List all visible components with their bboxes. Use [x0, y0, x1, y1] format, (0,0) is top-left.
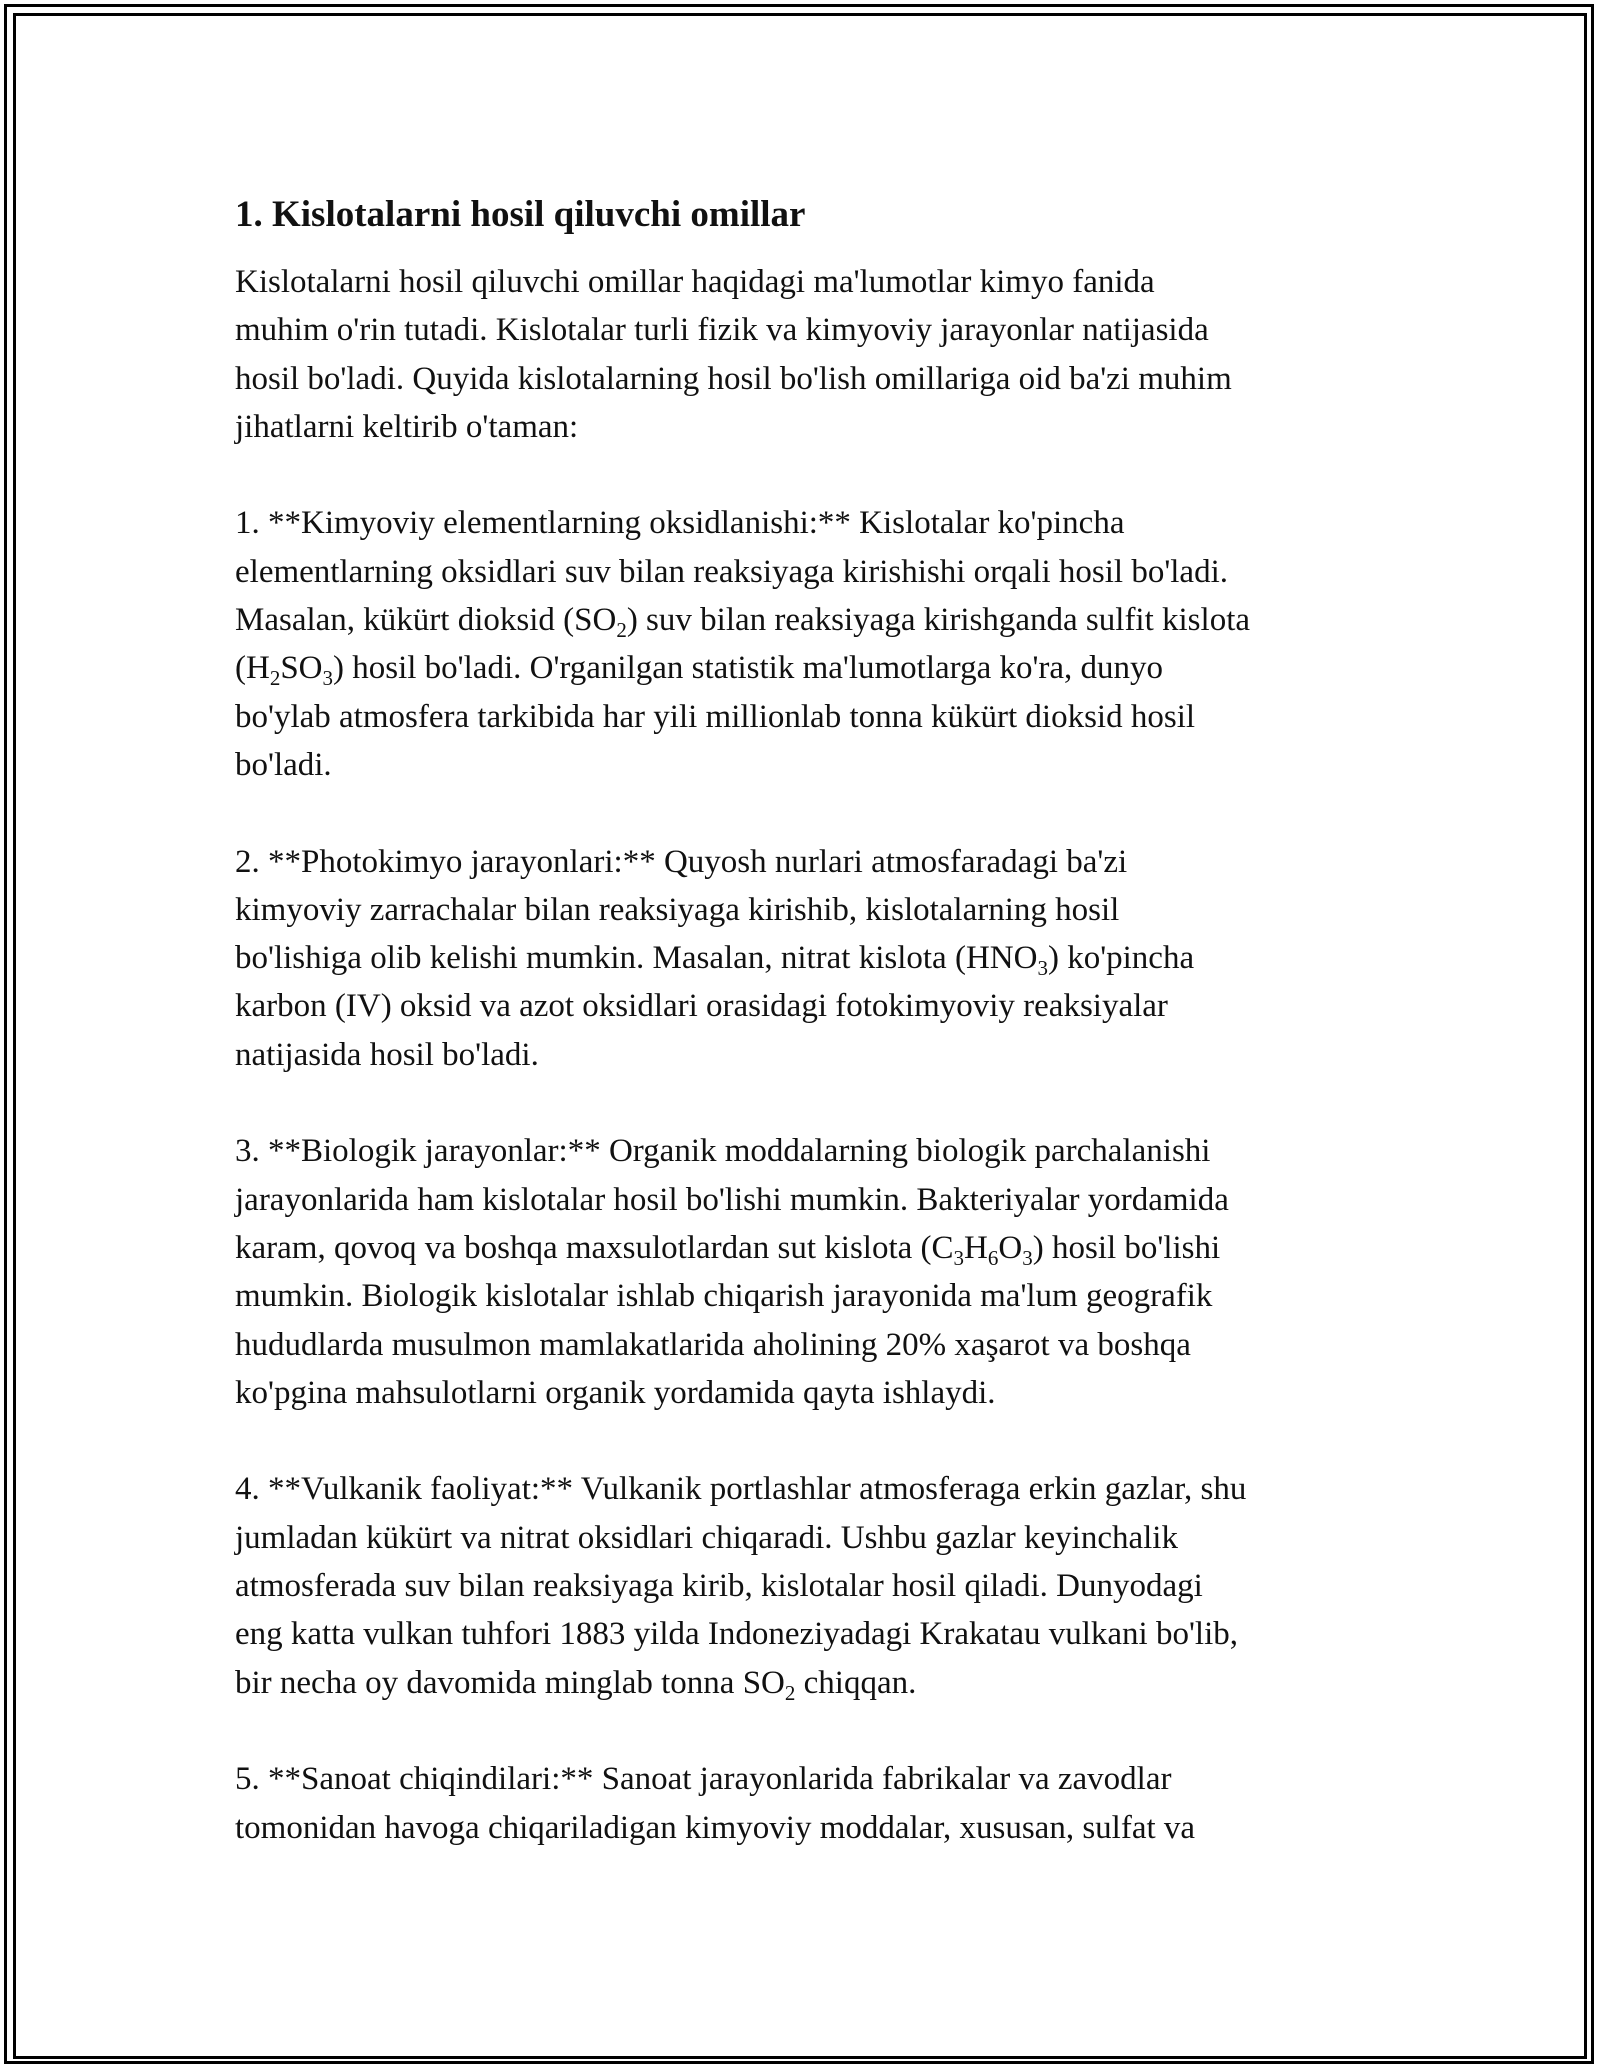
subscript: 3 [953, 1245, 965, 1270]
text-line: ko'pgina mahsulotlarni organik yordamida qayta ishlaydi. [235, 1374, 996, 1411]
text-run: H [964, 1229, 988, 1266]
text-line: 2. **Photokimyo jarayonlari:** Quyosh nurlari atmosfaradagi ba'zi [235, 843, 1128, 880]
paragraph-gap [235, 1079, 1385, 1127]
subscript: 3 [1022, 1245, 1033, 1270]
text-line: 1. **Kimyoviy elementlarning oksidlanishi:** Kislotalar ko'pincha [235, 505, 1125, 542]
paragraph-gap [235, 789, 1385, 837]
text-line: elementlarning oksidlari suv bilan reaksiyaga kirishishi orqali hosil bo'ladi. [235, 553, 1228, 590]
subscript: 3 [1037, 956, 1048, 981]
text-line [235, 934, 1385, 982]
text-line: jihatlarni keltirib o'taman: [235, 408, 579, 445]
document-body [235, 190, 1385, 1852]
text-line: 5. **Sanoat chiqindilari:** Sanoat jarayonlarida fabrikalar va zavodlar [235, 1761, 1172, 1798]
text-run: SO [280, 650, 323, 687]
text-line: eng katta vulkan tuhfori 1883 yilda Indoneziyadagi Krakatau vulkani bo'lib, [235, 1616, 1239, 1653]
text-line: kimyoviy zarrachalar bilan reaksiyaga kirishib, kislotalarning hosil [235, 891, 1120, 928]
paragraph-gap [235, 451, 1385, 499]
text-line: atmosferada suv bilan reaksiyaga kirib, kislotalar hosil qiladi. Dunyodagi [235, 1568, 1203, 1605]
subscript: 3 [322, 666, 334, 691]
text-run: ) hosil bo'lishi [1032, 1229, 1221, 1266]
list-item-oxidation [235, 499, 1385, 789]
text-line: bo'ladi. [235, 746, 332, 783]
intro-paragraph [235, 258, 1385, 451]
text-run: (H [235, 650, 270, 687]
subscript: 6 [987, 1245, 999, 1270]
text-line: natijasida hosil bo'ladi. [235, 1036, 539, 1073]
list-item-volcanic [235, 1465, 1385, 1706]
list-item-biological [235, 1127, 1385, 1417]
text-run: chiqqan. [795, 1664, 917, 1701]
text-line: hosil bo'ladi. Quyida kislotalarning hosil bo'lish omillariga oid ba'zi muhim [235, 360, 1232, 397]
paragraph-gap [235, 1417, 1385, 1465]
list-item-industrial [235, 1755, 1385, 1852]
text-line: jarayonlarida ham kislotalar hosil bo'lishi mumkin. Bakteriyalar yordamida [235, 1181, 1229, 1218]
paragraph-gap [235, 1707, 1385, 1755]
text-line [235, 1224, 1385, 1272]
text-line: bo'ylab atmosfera tarkibida har yili millionlab tonna kükürt dioksid hosil [235, 698, 1196, 735]
text-line: muhim o'rin tutadi. Kislotalar turli fizik va kimyoviy jarayonlar natijasida [235, 312, 1209, 349]
text-run: Masalan, kükürt dioksid (SO [235, 602, 617, 639]
text-run: karam, qovoq va boshqa maxsulotlardan sut kislota (C [235, 1229, 954, 1266]
text-line: tomonidan havoga chiqariladigan kimyoviy moddalar, xususan, sulfat va [235, 1809, 1196, 1846]
text-line: mumkin. Biologik kislotalar ishlab chiqarish jarayonida ma'lum geografik [235, 1278, 1213, 1315]
subscript: 2 [269, 666, 281, 691]
text-run: O [998, 1229, 1023, 1266]
text-run: bir necha oy davomida minglab tonna SO [235, 1664, 785, 1701]
text-line: karbon (IV) oksid va azot oksidlari orasidagi fotokimyoviy reaksiyalar [235, 988, 1168, 1025]
list-item-photochemistry [235, 838, 1385, 1079]
subscript: 2 [784, 1680, 796, 1705]
text-run: ) hosil bo'ladi. O'rganilgan statistik ma'lumotlarga ko'ra, dunyo [333, 650, 1164, 687]
text-run: ) suv bilan reaksiyaga kirishganda sulfit kislota [626, 602, 1251, 639]
text-line: Kislotalarni hosil qiluvchi omillar haqidagi ma'lumotlar kimyo fanida [235, 264, 1155, 300]
text-run: ) ko'pincha [1047, 940, 1195, 977]
text-line [235, 596, 1385, 644]
text-line: hududlarda musulmon mamlakatlarida aholining 20% xaşarot va boshqa [235, 1326, 1191, 1363]
text-line: jumladan kükürt va nitrat oksidlari chiqaradi. Ushbu gazlar keyinchalik [235, 1519, 1178, 1556]
text-line [235, 1659, 1385, 1707]
text-run: bo'lishiga olib kelishi mumkin. Masalan, nitrat kislota (HNO [235, 940, 1038, 977]
text-line: 3. **Biologik jarayonlar:** Organik moddalarning biologik parchalanishi [235, 1133, 1211, 1170]
section-heading: 1. Kislotalarni hosil qiluvchi omillar [235, 194, 806, 235]
text-line: 4. **Vulkanik faoliyat:** Vulkanik portlashlar atmosferaga erkin gazlar, shu [235, 1471, 1247, 1508]
text-line [235, 644, 1385, 692]
subscript: 2 [616, 618, 627, 643]
